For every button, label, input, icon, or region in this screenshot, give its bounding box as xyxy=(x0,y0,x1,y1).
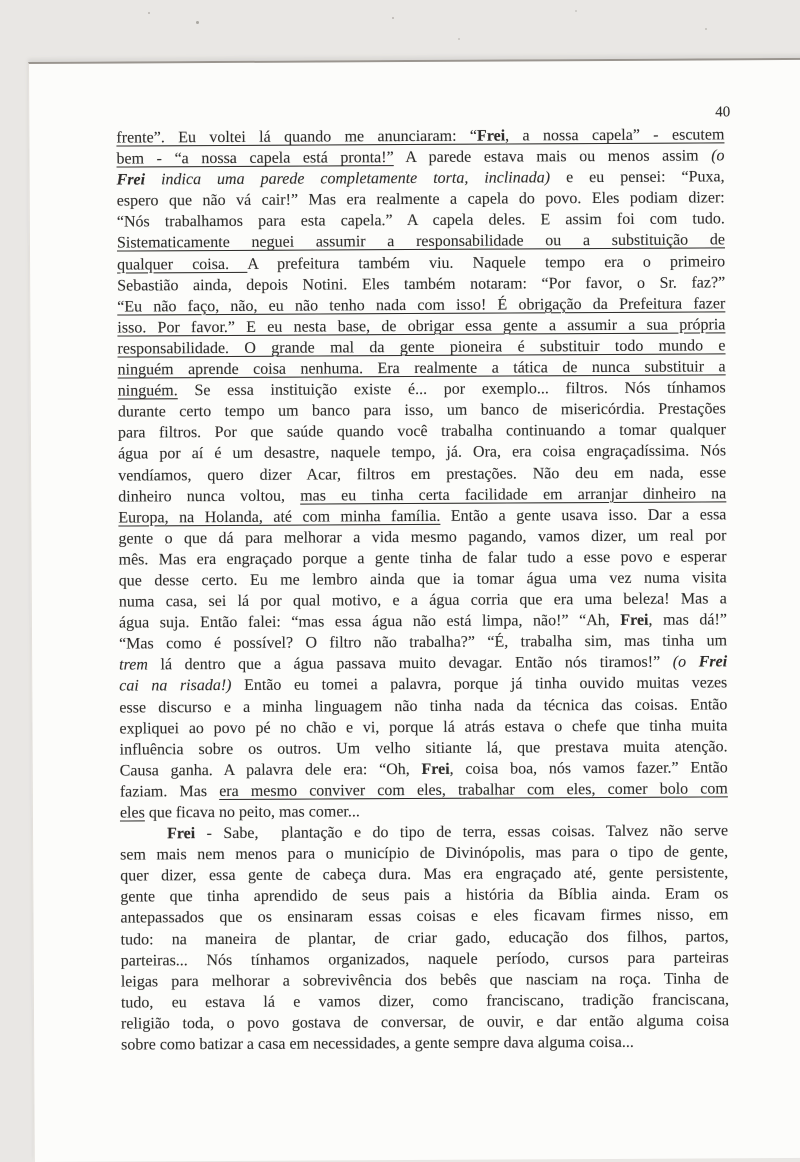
text-run: quer dizer, essa gente de cabeça dura. Mas era engraçado até, gente persistente, xyxy=(120,864,729,885)
text-run: frente”. Eu voltei lá quando me anunciaram: “ xyxy=(116,127,478,147)
text-run: ninguém. xyxy=(117,382,178,400)
text-run: parteiras... Nós tínhamos organizados, naquele período, cursos para parteiras xyxy=(120,948,729,970)
text-run: esse discurso e a minha linguagem não tinha nada da técnica das coisas. Então xyxy=(119,695,728,717)
text-run: numa casa, sei lá por qual motivo, e a água corria que era uma beleza! Mas a xyxy=(118,590,727,611)
dust-speck xyxy=(392,17,394,19)
text-line xyxy=(120,778,728,802)
text-run: “Nós trabalhamos para esta capela.” A capela deles. E assim foi com tudo. xyxy=(116,210,725,231)
text-run: (o xyxy=(711,147,725,165)
text-line xyxy=(121,968,729,992)
dust-speck xyxy=(705,28,707,30)
text-run: dinheiro nunca voltou, xyxy=(118,487,301,506)
text-run: e eu pensei: “Puxa, xyxy=(550,168,725,187)
text-run: indica uma parede completamente torta, inclinada) xyxy=(145,169,551,189)
dust-speck xyxy=(458,38,460,40)
text-run: expliquei ao povo pé no chão e vi, porque lá atrás estava o chefe que tinha muita xyxy=(119,716,728,738)
text-run: “Eu não faço, não, eu não tenho nada com isso! É obrigação da Prefeitura fazer xyxy=(117,295,726,316)
text-run: leigas para melhorar a sobrevivência dos bebês que nasciam na roça. Tinha de xyxy=(120,970,729,991)
text-run: Frei xyxy=(166,825,196,843)
text-run: tudo, eu estava lá e vamos dizer, como franciscano, tradição franciscana, xyxy=(120,991,729,1012)
text-line xyxy=(120,757,728,781)
text-run: - Sabe, plantação e do tipo de terra, essas coisas. Talvez não serve xyxy=(195,822,729,843)
document-text xyxy=(116,124,729,1055)
text-run: (o xyxy=(672,653,699,671)
text-run: Então a gente usava isso. Dar a essa xyxy=(440,506,727,525)
text-run: Então eu tomei a palavra, porque já tinha ouvido muitas vezes xyxy=(231,674,728,695)
text-run: mês. Mas era engraçado porque a gente tinha de falar tudo a esse povo e esperar xyxy=(118,548,727,569)
text-run: bem - “a nossa capela está pronta!” xyxy=(116,149,394,168)
text-run: Frei xyxy=(620,611,649,630)
text-line xyxy=(120,736,728,760)
text-run: cai na risada!) xyxy=(119,677,232,695)
paper-sheet xyxy=(28,58,800,1162)
text-run: trem xyxy=(119,656,148,674)
text-run: isso. Por favor.” E eu nesta base, de obrigar essa gente a assumir a sua própria xyxy=(117,316,726,337)
text-run: vendíamos, quero dizer Acar, filtros em prestações. Não deu em nada, esse xyxy=(118,463,727,485)
text-line xyxy=(121,1031,729,1055)
text-run: , mas dá!” xyxy=(648,611,727,629)
text-line xyxy=(121,926,729,950)
text-run: sem mais nem menos para o município de Divinópolis, mas para o tipo de gente, xyxy=(120,843,729,864)
text-line xyxy=(117,251,725,275)
text-run: A parede estava mais ou menos assim xyxy=(393,147,712,167)
text-run: “Mas como é possível? O filtro não trabalha?” “É, trabalha sim, mas tinha um xyxy=(119,632,728,653)
text-line xyxy=(117,272,725,296)
text-run: mas eu tinha certa facilidade em arranjar dinheiro na xyxy=(300,484,727,505)
text-run: Frei xyxy=(476,127,506,145)
text-line xyxy=(120,905,728,929)
text-run: era mesmo conviver com eles, trabalhar com eles, comer bolo com xyxy=(219,780,728,800)
text-line xyxy=(117,293,725,317)
text-run: gente que tinha aprendido de seus pais a história da Bíblia ainda. Eram os xyxy=(120,885,729,906)
page-content xyxy=(29,60,800,1056)
text-line xyxy=(117,230,725,254)
text-run: faziam. Mas xyxy=(119,782,220,801)
text-run: religião toda, o povo gostava de conversar, de ouvir, e dar então alguma coisa xyxy=(120,1012,730,1033)
text-run: , a nossa capela” - escutem xyxy=(505,126,725,145)
text-run: durante certo tempo um banco para isso, um banco de misericórdia. Prestações xyxy=(117,400,726,421)
text-run: antepassados que os ensinaram essas coisas e eles ficavam firmes nisso, em xyxy=(120,906,729,927)
text-line xyxy=(119,673,727,697)
text-run: lá dentro que a água passava muito devagar. Então nós tiramos!” xyxy=(147,653,673,674)
text-run: eles xyxy=(119,804,145,822)
text-line xyxy=(121,947,729,971)
text-run: ninguém aprende coisa nenhuma. Era realmente a tática de nunca substituir a xyxy=(117,358,726,379)
text-run: Frei xyxy=(116,171,146,189)
text-line xyxy=(118,462,726,486)
text-run: Causa ganha. A palavra dele era: “Oh, xyxy=(119,760,422,780)
text-run: que desse certo. Eu me lembro ainda que ia tomar água uma vez numa visita xyxy=(118,569,727,590)
text-run: Frei xyxy=(698,653,728,671)
text-line xyxy=(119,694,727,718)
text-run: Frei xyxy=(421,760,450,778)
text-line xyxy=(118,441,726,465)
text-line xyxy=(118,525,726,549)
text-run: tudo: na maneira de plantar, de criar gado, educação dos filhos, partos, xyxy=(120,927,729,949)
dust-speck xyxy=(575,10,577,12)
text-line xyxy=(119,715,727,739)
text-run: que ficava no peito, mas comer... xyxy=(144,803,360,822)
text-line xyxy=(118,483,726,507)
text-run: influência sobre os outros. Um velho sitiante lá, que prestava muita atenção. xyxy=(119,738,728,759)
text-run: água suja. Então falei: “mas essa água não está limpa, não!” “Ah, xyxy=(118,612,621,632)
text-run: , coisa boa, nós vamos fazer.” Então xyxy=(449,759,728,778)
text-line xyxy=(121,1010,729,1034)
text-run: espero que não vá cair!” Mas era realmente a capela do povo. Eles podiam dizer: xyxy=(116,189,725,210)
text-run: para filtros. Por que saúde quando você trabalha continuando a tomar qualquer xyxy=(117,421,726,442)
text-run: Sebastião ainda, depois Notini. Eles também notaram: “Por favor, o Sr. faz?” xyxy=(117,274,726,295)
dust-speck xyxy=(196,21,199,24)
text-line xyxy=(118,504,726,528)
text-run: Se essa instituição existe é... por exemplo... filtros. Nós tínhamos xyxy=(177,379,726,400)
text-run: água por aí é um desastre, naquele tempo, já. Ora, era coisa engraçadíssima. Nós xyxy=(118,442,727,463)
text-run: gente o que dá para melhorar a vida mesmo pagando, vamos dizer, um real por xyxy=(118,527,727,548)
dust-speck xyxy=(148,12,150,14)
text-run: Europa, na Holanda, até com minha família. xyxy=(118,507,441,527)
text-run: A prefeitura também viu. Naquele tempo era o primeiro xyxy=(247,252,726,273)
page-number: 40 xyxy=(715,104,731,121)
text-run: responsabilidade. O grande mal da gente pioneira é substituir todo mundo e xyxy=(117,337,726,358)
text-run: sobre como batizar a casa em necessidades, a gente sempre dava alguma coisa... xyxy=(121,1033,634,1054)
text-run: qualquer coisa. xyxy=(117,255,248,274)
text-run: Sistematicamente neguei assumir a responsabilidade ou a substituição de xyxy=(116,231,725,253)
